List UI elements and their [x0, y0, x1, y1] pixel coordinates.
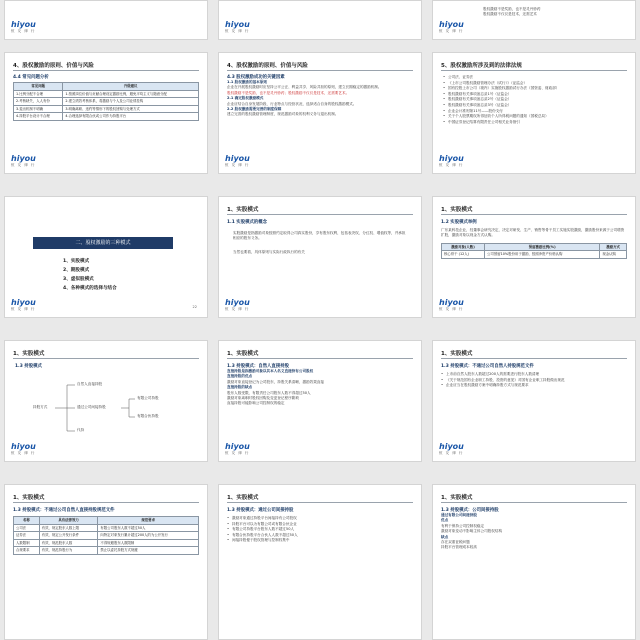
slide-real-share-example[interactable]: [432, 196, 636, 318]
list-item: • 有限公司持股平台股东人数不超过50人: [227, 527, 413, 533]
slide-title: 1、实股模式: [13, 351, 45, 357]
slide-subtitle: 1.3 持股模式：不通过公司自然人直接持股规范文件: [13, 508, 115, 513]
logo: hiyou 恒 友 律 行: [225, 19, 250, 33]
tree-branch: 代持: [77, 428, 85, 432]
slide-subtitle: 1.3 持股模式：公司间接持股: [441, 508, 499, 513]
tree-branch: 自然人直接持股: [77, 382, 103, 386]
slide-title: 5、股权激励所涉及到的法律法规: [441, 63, 522, 69]
slide-title: 1、实股模式: [227, 207, 259, 213]
list-item: • 《关于规范国有企业职工持股、投资的意见》对国有企业职工持股做出规范: [441, 378, 627, 384]
list-item: 直接持股的缺点: [227, 385, 253, 390]
list-item: 激励对象变动不影响主体公司股权结构: [441, 529, 503, 534]
list-item: 股权激励不是奖励，也不是灵丹妙药；股权激励不仅仅是技术，还需要艺术。: [227, 90, 350, 95]
logo: hiyou 恒 友 律 行: [225, 153, 250, 167]
slide-title: 1、实股模式: [13, 495, 45, 501]
tree-root: 持股方式: [33, 405, 48, 409]
slide-subtitle: 1.3 持股模式：自然人直接持股: [227, 364, 289, 369]
list-item: 股东人数受限，有限责任公司股东人数不得超过50人: [227, 390, 311, 395]
table-row: 4.持股平台设计不合理 4.合理选择有限合伙或公司作为持股平台: [14, 113, 199, 121]
list-item: 激励对象离职时股权回购及变更登记程序繁琐: [227, 396, 299, 401]
list-item: • 有限合伙持股平台合伙人人数不超过50人: [227, 533, 413, 539]
logo: hiyou 恒 友 律 行: [439, 441, 464, 455]
agenda-item: 4、各种模式的选择与结合: [63, 286, 117, 291]
logo: hiyou 恒 友 律 行: [11, 441, 36, 455]
logo: hiyou 恒 友 律 行: [439, 19, 464, 33]
tree-branch: 通过公司间接持股: [77, 405, 106, 409]
list-item: 持股平台管理成本较高: [441, 545, 477, 550]
quote-line-2: 股权激励不仅仅是技术，还需艺术: [483, 12, 537, 17]
problem-table: 常见问题 升级建议 1.比例分配不合理 1.按照岗位价值与贡献合理设定激励比例，避免平均主义与随意分配 2.考核缺失，人人有份 2.建立绩效考核体系，将激励与个人及公司业绩挂钩 3.退出机制不明确 3.明确离职、违约等情形下的股权回购与处理方式 4.持股平台设计不合理 4.合理选择有限合伙或公司作为持股平台: [13, 82, 199, 121]
list-item: • 股权激励有关事项备忘录1号（证监会）: [443, 92, 627, 98]
list-item: 企业应结合自身发展阶段、行业特点与经营状况，选择适合自身的股权激励模式。: [227, 101, 357, 106]
slide-subtitle: 1.1 实股模式的概念: [227, 220, 268, 225]
body-text: 实股激励是指激励对象按照约定取得公司真实股份，享有股东权利，包括表决权、分红权、增值权等，并承担相应的股东义务。: [233, 231, 406, 241]
table-row: 公司法 有效，规定股东人数上限 有限公司股东人数不超过50人: [14, 524, 199, 532]
logo: hiyou 恒 友 律 行: [11, 297, 36, 311]
list-item: 企业在开展股权激励时应坚持公平公正、利益共享、风险共担的原则，建立长期稳定的激励机制。: [227, 85, 382, 90]
slide-title: 1、实股模式: [227, 351, 259, 357]
slide-title: 1、实股模式: [441, 207, 473, 213]
slide-subtitle: 1.3 持股模式：通过公司间接持股: [227, 508, 294, 513]
slide-indirect-holding[interactable]: [218, 484, 422, 640]
agenda-item: 3、虚拟股模式: [63, 277, 94, 282]
slide-top-left: [4, 0, 208, 40]
list-item: • 间接持股便于股权管理与控制权集中: [227, 538, 413, 544]
table-row: 人数限制 有效，规范股东人数 不得规避股东人数限制: [14, 539, 199, 547]
list-item: 直接持股可能影响公司控制权的稳定: [227, 401, 285, 406]
list-item: • 国有控股上市公司（境内）实施股权激励试行办法（国资委、财政部）: [443, 86, 627, 92]
slide-regulatory-files[interactable]: [432, 340, 636, 462]
list-item: 2.2 股权激励需要完善的制度保障: [227, 107, 282, 112]
slide-subtitle: 4.4 常见问题分析: [13, 75, 49, 80]
slide-regulation-table[interactable]: [4, 484, 208, 640]
slide-section-agenda[interactable]: [4, 196, 208, 318]
logo: hiyou 恒 友 律 行: [11, 153, 36, 167]
body-text: 广东某科技企业，经董事会研究决定，决定对研发、生产、销售等骨干员工实施实股激励，激励股份来源于公司增资扩股，激励对象以现金方式认购。: [441, 228, 625, 238]
tree-leaf: 有限公司持股: [137, 396, 159, 400]
list-item: • 持股平台可以为有限公司或有限合伙企业: [227, 522, 413, 528]
table-row: 合规要求 有效，规范持股行为 禁止以委托持股方式规避: [14, 547, 199, 555]
slide-laws[interactable]: [432, 52, 636, 174]
list-item: • 中国证券登记结算有限责任公司相关业务指引: [443, 120, 627, 126]
table-row: 证券法 有效，规定公开发行条件 向特定对象发行累计超过200人的为公开发行: [14, 532, 199, 540]
slide-title: 1、实股模式: [227, 495, 259, 501]
logo: hiyou 恒 友 律 行: [11, 19, 36, 33]
slide-company-holding[interactable]: [432, 484, 636, 640]
slide-top-right: [432, 0, 636, 40]
note-text: 当然也要看，具体原则与实际行政执行的有关: [233, 249, 305, 254]
list-item: • 公司法、证券法: [443, 75, 627, 81]
slide-common-problems[interactable]: [4, 52, 208, 174]
list-item: • 企业应当在股权激励方案中明确持股方式与规范要求: [441, 383, 627, 389]
logo: hiyou 恒 友 律 行: [225, 441, 250, 455]
slide-top-middle: [218, 0, 422, 40]
slide-key-factors[interactable]: [218, 52, 422, 174]
slide-holding-mode-tree[interactable]: [4, 340, 208, 462]
page-number: 22: [192, 305, 197, 309]
list-item: 缺点: [441, 534, 449, 539]
section-banner: 二、股权激励的三种模式: [33, 237, 173, 249]
logo: hiyou 恒 友 律 行: [439, 297, 464, 311]
table-row: 2.考核缺失，人人有份 2.建立绩效考核体系，将激励与个人及公司业绩挂钩: [14, 98, 199, 106]
list-item: 建立完善的股权激励管理制度，规范激励对象的权利义务与退出机制。: [227, 112, 339, 117]
slide-subtitle: 1.3 持股模式：不通过公司自然人持股规范文件: [441, 364, 534, 369]
quote-line-1: 股权激励不是奖励，也不是灵丹妙药: [483, 7, 541, 11]
agenda-list: [63, 257, 117, 293]
list-item: 激励对象直接登记为公司股东，持股关系清晰，激励效果直接: [227, 379, 325, 384]
list-item: 通过有限公司间接持股: [441, 513, 477, 517]
agenda-item: 2、期股模式: [63, 268, 90, 273]
agenda-item: 1、实股模式: [63, 259, 90, 264]
list-item: 优点: [441, 518, 449, 523]
logo: hiyou 恒 友 律 行: [439, 153, 464, 167]
list-item: 直接持股的优点: [227, 374, 253, 379]
example-table: 激励对象(人数) 预留激励比例(%) 激励方式 核心骨干 (12人) 公司预留10%股份用于激励，按照净资产价格认购 现金认购: [441, 243, 627, 259]
list-item: • 股权激励有关事项备忘录2号（证监会）: [443, 97, 627, 103]
regulation-table: 名称 具有法律效力 规范要求 公司法 有效，规定股东人数上限 有限公司股东人数不超过50人 证券法 有效，规定公开发行条件 向特定对象发行累计超过200人的为公开发行 人数限制 有效，规范股东人数 不得规避股东人数限制 合规要求 有效，规范持股行为 禁止以委托持股方式规避: [13, 516, 199, 555]
slide-real-share-concept[interactable]: [218, 196, 422, 318]
slide-title: 1、实股模式: [441, 351, 473, 357]
slide-subtitle: 4.3 股权激励成功的关键因素: [227, 75, 285, 80]
logo: hiyou 恒 友 律 行: [225, 297, 250, 311]
slide-title: 4、股权激励的原则、价值与风险: [13, 63, 94, 69]
list-item: 存在双重征税问题: [441, 540, 470, 545]
table-row: 核心骨干 (12人) 公司预留10%股份用于激励，按照净资产价格认购 现金认购: [442, 251, 627, 259]
slide-subtitle: 1.3 持股模式: [15, 364, 42, 369]
list-item: 2.1 确定股权激励模式: [227, 96, 264, 101]
list-item: • 企业会计准则第11号——股份支付: [443, 109, 627, 115]
list-item: • 关于个人股票期权所得征收个人所得税问题的通知（国税总局）: [443, 114, 627, 120]
table-row: 1.比例分配不合理 1.按照岗位价值与贡献合理设定激励比例，避免平均主义与随意分配: [14, 90, 199, 98]
list-item: • 股权激励有关事项备忘录3号（证监会）: [443, 103, 627, 109]
slide-title: 4、股权激励的原则、价值与风险: [227, 63, 308, 69]
list-item: • 上市前自然人股东人数超过200人的需要进行股东人数清理: [441, 372, 627, 378]
list-item: 有利于保持公司控制权稳定: [441, 523, 485, 528]
list-item: • 激励对象通过持股平台间接持有公司股权: [227, 516, 413, 522]
list-item: 直接持股是指激励对象以其本人名义直接持有公司股权: [227, 369, 314, 373]
slide-direct-holding[interactable]: [218, 340, 422, 462]
slide-title: 1、实股模式: [441, 495, 473, 501]
list-item: 1.1 股权激励的基本原则: [227, 80, 267, 84]
table-row: 3.退出机制不明确 3.明确离职、违约等情形下的股权回购与处理方式: [14, 105, 199, 113]
tree-leaf: 有限合伙持股: [137, 414, 159, 418]
list-item: • 《上市公司股权激励管理办法（试行）》（证监会）: [443, 81, 627, 87]
slide-subtitle: 1.2 实股模式举例: [441, 220, 477, 225]
